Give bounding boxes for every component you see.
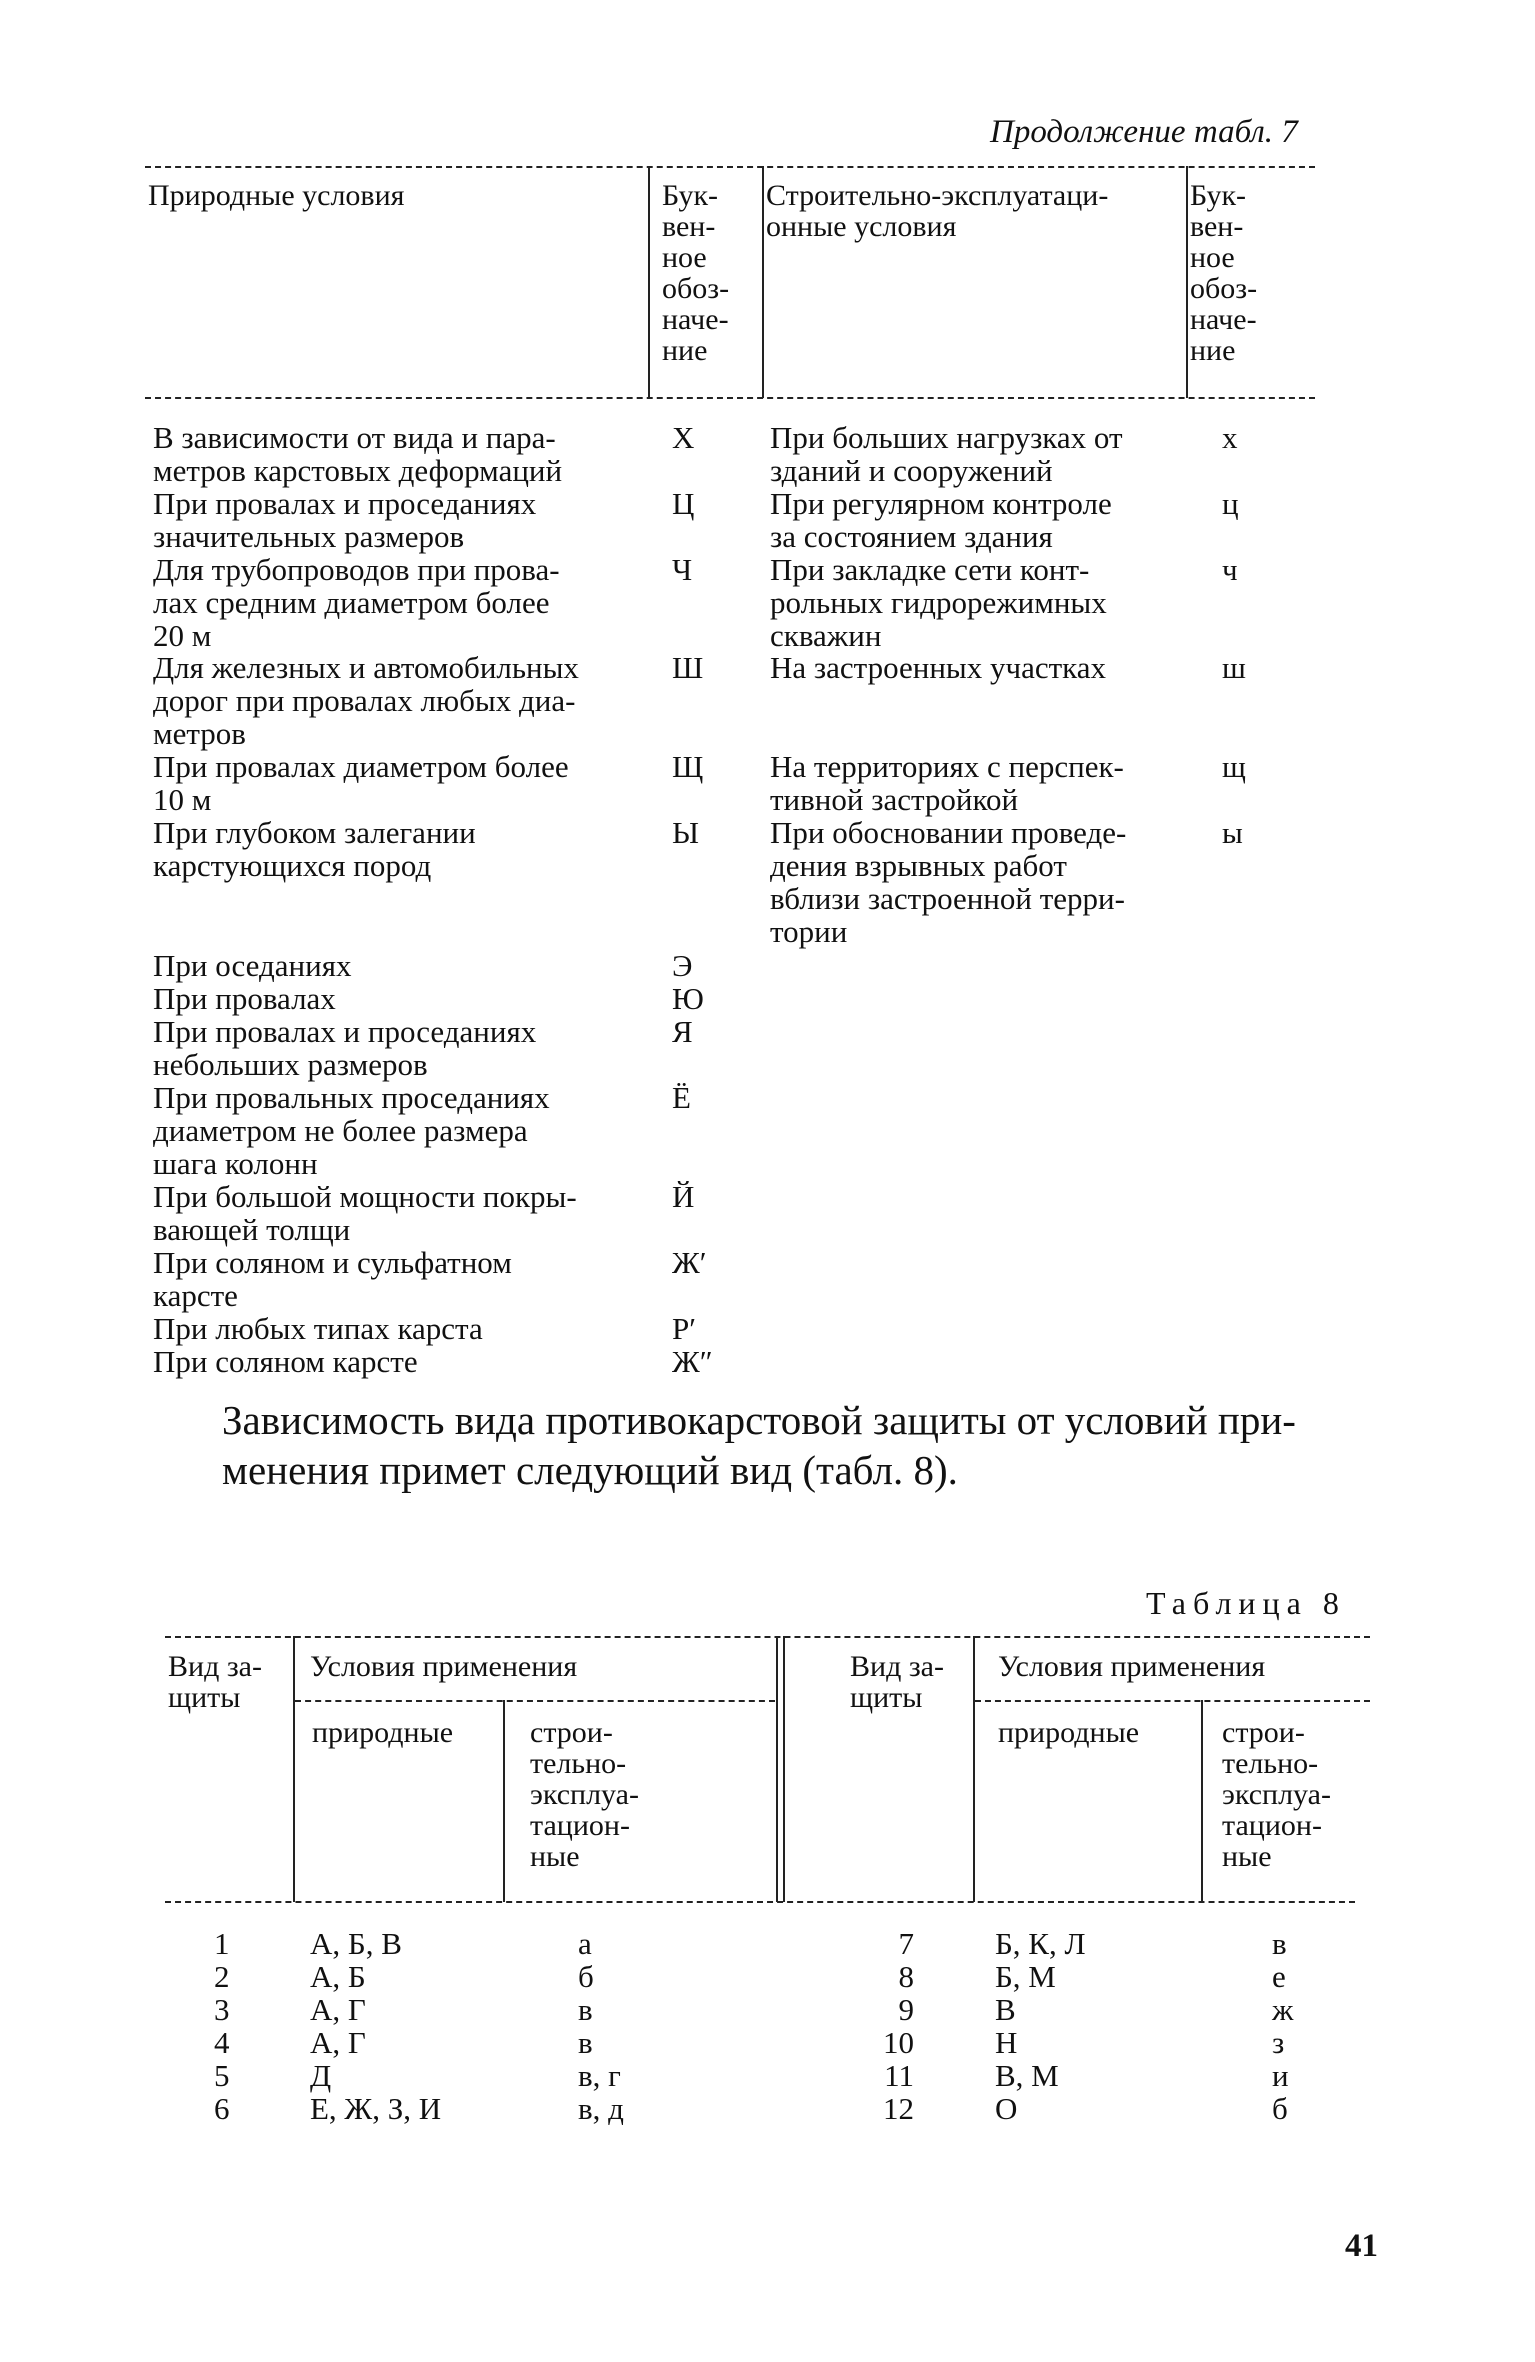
- table7-row-9-natural: При провалах и проседаниях небольших размеров: [153, 1014, 537, 1082]
- table8-header-conditions-right: Условия применения: [998, 1650, 1266, 1683]
- table8-double-divider-b: [783, 1636, 785, 1902]
- table8-left-row-6-number: 6: [214, 2091, 230, 2126]
- table7-row-3-construction-letter: ч: [1222, 552, 1238, 587]
- table8-header-construction-left: строи- тельно- эксплуа- тацион- ные: [530, 1716, 639, 1873]
- table8-left-row-1-natural: А, Б, В: [310, 1926, 402, 1961]
- table7-row-4-construction: На застроенных участках: [770, 650, 1106, 685]
- table7-row-2-construction-letter: ц: [1222, 486, 1239, 521]
- table8-header-kind-right: Вид за- щиты: [850, 1650, 944, 1714]
- table7-row-1-natural: В зависимости от вида и пара- метров карстовых деформаций: [153, 420, 563, 488]
- table7-row-10-natural: При провальных проседаниях диаметром не более размера шага колонн: [153, 1080, 550, 1181]
- table7-row-2-construction: При регулярном контроле за состоянием здания: [770, 486, 1112, 554]
- table8-right-row-2-natural: Б, М: [995, 1959, 1056, 1994]
- table7-header-letter-construction: Бук- вен- ное обоз- наче- ние: [1190, 179, 1258, 367]
- table7-top-rule: [145, 166, 1315, 168]
- table7-col-divider-1: [648, 166, 650, 398]
- table8-right-row-6-construction: б: [1272, 2091, 1288, 2126]
- table8-header-construction-right: строи- тельно- эксплуа- тацион- ные: [1222, 1716, 1331, 1873]
- table7-row-11-natural-letter: Й: [672, 1179, 695, 1214]
- table7-row-3-construction: При закладке сети конт- рольных гидрорежимных скважин: [770, 552, 1107, 653]
- table8-right-row-6-natural: О: [995, 2091, 1018, 2126]
- table8-header-natural-left: природные: [312, 1716, 454, 1749]
- table8-right-row-5-construction: и: [1272, 2058, 1289, 2093]
- table7-row-2-natural: При провалах и проседаниях значительных размеров: [153, 486, 537, 554]
- table7-row-14-natural-letter: Ж″: [672, 1344, 713, 1379]
- table8-right-row-6-number: 12: [883, 2091, 914, 2126]
- table8-header-kind-left: Вид за- щиты: [168, 1650, 262, 1714]
- page-number: 41: [1345, 2228, 1378, 2264]
- table8-left-row-5-number: 5: [214, 2058, 230, 2093]
- body-paragraph: Зависимость вида противокарстовой защиты от условий при- менения примет следующий вид (табл. 8).: [222, 1397, 1296, 1493]
- table7-row-3-natural-letter: Ч: [672, 552, 693, 587]
- table7-row-3-natural: Для трубопроводов при прова- лах средним диаметром более 20 м: [153, 552, 560, 653]
- table8-col-divider-sub-left: [503, 1700, 505, 1902]
- table8-col-divider-kind-right: [973, 1636, 975, 1902]
- table8-right-row-4-natural: Н: [995, 2025, 1018, 2060]
- table8-right-row-5-natural: В, М: [995, 2058, 1059, 2093]
- table7-row-4-construction-letter: ш: [1222, 650, 1246, 685]
- table8-right-row-4-construction: з: [1272, 2025, 1285, 2060]
- table7-row-13-natural: При любых типах карста: [153, 1311, 483, 1346]
- table7-row-2-natural-letter: Ц: [672, 486, 695, 521]
- table7-row-9-natural-letter: Я: [672, 1014, 693, 1049]
- table8-left-row-4-construction: в: [578, 2025, 593, 2060]
- table7-row-5-construction-letter: щ: [1222, 749, 1246, 784]
- table8-col-divider-sub-right: [1201, 1700, 1203, 1902]
- table7-row-7-natural-letter: Э: [672, 948, 693, 983]
- table8-left-row-5-construction: в, г: [578, 2058, 621, 2093]
- table7-row-1-construction: При больших нагрузках от зданий и сооружений: [770, 420, 1123, 488]
- table7-header-construction: Строительно-эксплуатаци- онные условия: [766, 179, 1109, 243]
- table7-row-1-construction-letter: х: [1222, 420, 1238, 455]
- table7-row-1-natural-letter: Х: [672, 420, 695, 455]
- table7-row-14-natural: При соляном карсте: [153, 1344, 418, 1379]
- table8-left-row-6-construction: в, д: [578, 2091, 624, 2126]
- table8-double-divider-a: [776, 1636, 778, 1902]
- table8-right-row-1-natural: Б, К, Л: [995, 1926, 1086, 1961]
- table8-left-row-3-number: 3: [214, 1992, 230, 2027]
- table7-header-natural: Природные условия: [148, 179, 405, 212]
- table8-left-row-2-natural: А, Б: [310, 1959, 366, 1994]
- table8-subheader-rule-left: [295, 1700, 775, 1702]
- table8-left-row-4-natural: А, Г: [310, 2025, 366, 2060]
- table8-caption: Таблица 8: [1146, 1585, 1346, 1621]
- table8-left-row-6-natural: Е, Ж, З, И: [310, 2091, 442, 2126]
- table7-row-6-natural: При глубоком залегании карстующихся пород: [153, 815, 476, 883]
- table8-left-row-2-number: 2: [214, 1959, 230, 1994]
- table8-left-row-3-natural: А, Г: [310, 1992, 366, 2027]
- table7-row-12-natural-letter: Ж′: [672, 1245, 707, 1280]
- table7-row-5-natural-letter: Щ: [672, 749, 704, 784]
- table7-continuation-caption: Продолжение табл. 7: [990, 114, 1298, 150]
- table8-left-row-1-number: 1: [214, 1926, 230, 1961]
- table8-col-divider-kind-left: [293, 1636, 295, 1902]
- table7-row-6-construction: При обосновании проведе- дения взрывных работ вблизи застроенной терри- тории: [770, 815, 1127, 949]
- table7-header-rule: [145, 397, 1315, 399]
- table8-top-rule: [165, 1636, 1370, 1638]
- table7-row-10-natural-letter: Ё: [672, 1080, 691, 1115]
- table7-row-6-natural-letter: Ы: [672, 815, 700, 850]
- table7-col-divider-2: [762, 166, 764, 398]
- table8-subheader-rule-right: [975, 1700, 1370, 1702]
- table7-row-5-natural: При провалах диаметром более 10 м: [153, 749, 569, 817]
- table8-left-row-1-construction: а: [578, 1926, 592, 1961]
- table8-left-row-2-construction: б: [578, 1959, 594, 1994]
- table8-left-row-5-natural: Д: [310, 2058, 332, 2093]
- table8-right-row-2-construction: е: [1272, 1959, 1286, 1994]
- table7-header-letter-natural: Бук- вен- ное обоз- наче- ние: [662, 179, 730, 367]
- table7-row-4-natural: Для железных и автомобильных дорог при провалах любых диа- метров: [153, 650, 579, 751]
- table8-right-row-3-number: 9: [898, 1992, 914, 2027]
- table8-right-row-3-construction: ж: [1272, 1992, 1294, 2027]
- table8-right-row-3-natural: В: [995, 1992, 1016, 2027]
- table8-header-rule: [165, 1901, 1355, 1903]
- table7-row-8-natural: При провалах: [153, 981, 336, 1016]
- table8-right-row-1-number: 7: [898, 1926, 914, 1961]
- table7-row-6-construction-letter: ы: [1222, 815, 1243, 850]
- table8-left-row-3-construction: в: [578, 1992, 593, 2027]
- table7-col-divider-3: [1186, 166, 1188, 398]
- table8-header-natural-right: природные: [998, 1716, 1140, 1749]
- table8-right-row-1-construction: в: [1272, 1926, 1287, 1961]
- table8-right-row-5-number: 11: [884, 2058, 914, 2093]
- table7-row-12-natural: При соляном и сульфатном карсте: [153, 1245, 512, 1313]
- table7-row-5-construction: На территориях с перспек- тивной застройкой: [770, 749, 1124, 817]
- table8-right-row-2-number: 8: [898, 1959, 914, 1994]
- table7-row-11-natural: При большой мощности покры- вающей толщи: [153, 1179, 577, 1247]
- table7-row-8-natural-letter: Ю: [672, 981, 704, 1016]
- table7-row-7-natural: При оседаниях: [153, 948, 352, 983]
- table8-right-row-4-number: 10: [883, 2025, 914, 2060]
- table8-left-row-4-number: 4: [214, 2025, 230, 2060]
- table8-header-conditions-left: Условия применения: [310, 1650, 578, 1683]
- table7-row-4-natural-letter: Ш: [672, 650, 704, 685]
- table7-row-13-natural-letter: Р′: [672, 1311, 697, 1346]
